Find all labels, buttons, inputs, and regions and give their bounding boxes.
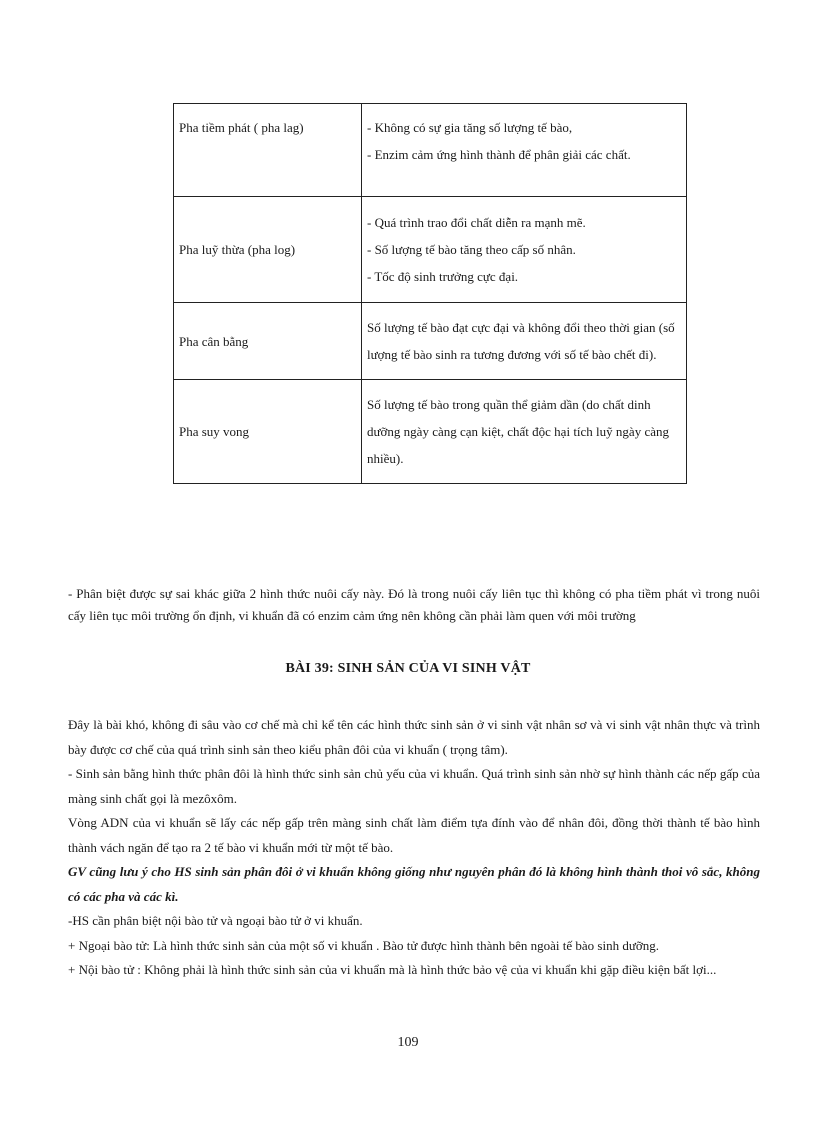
table-row (174, 197, 687, 303)
description-line: - Tốc độ sinh trưởng cực đại. (367, 269, 519, 284)
culture-comparison-note: - Phân biệt được sự sai khác giữa 2 hình thức nuôi cấy này. Đó là trong nuôi cấy liên tục thì không có pha tiềm phát vì trong nuôi cấy liên tục môi trường ổn định, vi khuẩn đã có enzim cảm ứng nên không cần phải làm quen với môi trường (68, 586, 760, 623)
description-line: Số lượng tế bào trong quần thể giảm dần (do chất dinh dưỡng ngày càng cạn kiệt, chất độc hại tích luỹ ngày càng nhiều). (367, 397, 669, 466)
table-row (174, 104, 687, 197)
phase-name: Pha tiềm phát ( pha lag) (174, 104, 362, 197)
phase-name: Pha suy vong (174, 380, 362, 484)
paragraph: - Sinh sản bằng hình thức phân đôi là hình thức sinh sản chủ yếu của vi khuẩn. Quá trình sinh sản nhờ sự hình thành các nếp gấp của màng sinh chất gọi là mezôxôm. (68, 766, 760, 806)
paragraph: + Nội bào tử : Không phải là hình thức sinh sản của vi khuẩn mà là hình thức bảo vệ của vi khuẩn khi gặp điều kiện bất lợi... (68, 962, 717, 977)
teacher-note: GV cũng lưu ý cho HS sinh sản phân đôi ở vi khuẩn không giống như nguyên phân đó là không hình thành thoi vô sắc, không có các pha và các kì. (68, 864, 760, 904)
phase-description (362, 303, 687, 380)
description-line: - Không có sự gia tăng số lượng tế bào, (367, 120, 573, 135)
paragraph: Đây là bài khó, không đi sâu vào cơ chế mà chỉ kể tên các hình thức sinh sản ở vi sinh vật nhân sơ và vi sinh vật nhân thực và trình bày được cơ chế của quá trình sinh sản theo kiểu phân đôi của vi khuẩn ( trọng tâm). (68, 717, 760, 757)
phase-description (362, 197, 687, 303)
lesson-body (68, 713, 760, 983)
table-row (174, 380, 687, 484)
paragraph: + Ngoại bào tử: Là hình thức sinh sản của một số vi khuẩn . Bào tử được hình thành bên ngoài tế bào sinh dưỡng. (68, 937, 660, 953)
page-number: 109 (397, 1035, 419, 1050)
phase-name: Pha cân bằng (174, 303, 362, 380)
phase-description (362, 104, 687, 197)
paragraph: Vòng ADN của vi khuẩn sẽ lấy các nếp gấp trên màng sinh chất làm điểm tựa đính vào để nhân đôi, đồng thời thành tế bào hình thành vách ngăn để tạo ra 2 tế bào vi khuẩn mới từ một tế bào. (68, 815, 760, 855)
table-row (174, 303, 687, 380)
paragraph: -HS cần phân biệt nội bào tử và ngoại bào tử ở vi khuẩn. (68, 913, 363, 928)
description-line: Số lượng tế bào đạt cực đại và không đổi theo thời gian (số lượng tế bào sinh ra tương đương với số tế bào chết đi). (367, 320, 675, 362)
phase-name: Pha luỹ thừa (pha log) (174, 197, 362, 303)
phase-description (362, 380, 687, 484)
growth-phase-table (173, 103, 687, 484)
description-line: - Quá trình trao đổi chất diễn ra mạnh mẽ. (367, 215, 586, 230)
lesson-title: BÀI 39: SINH SẢN CỦA VI SINH VẬT (285, 661, 531, 676)
description-line: - Enzim cảm ứng hình thành để phân giải các chất. (367, 147, 631, 162)
description-line: - Số lượng tế bào tăng theo cấp số nhân. (367, 242, 576, 257)
